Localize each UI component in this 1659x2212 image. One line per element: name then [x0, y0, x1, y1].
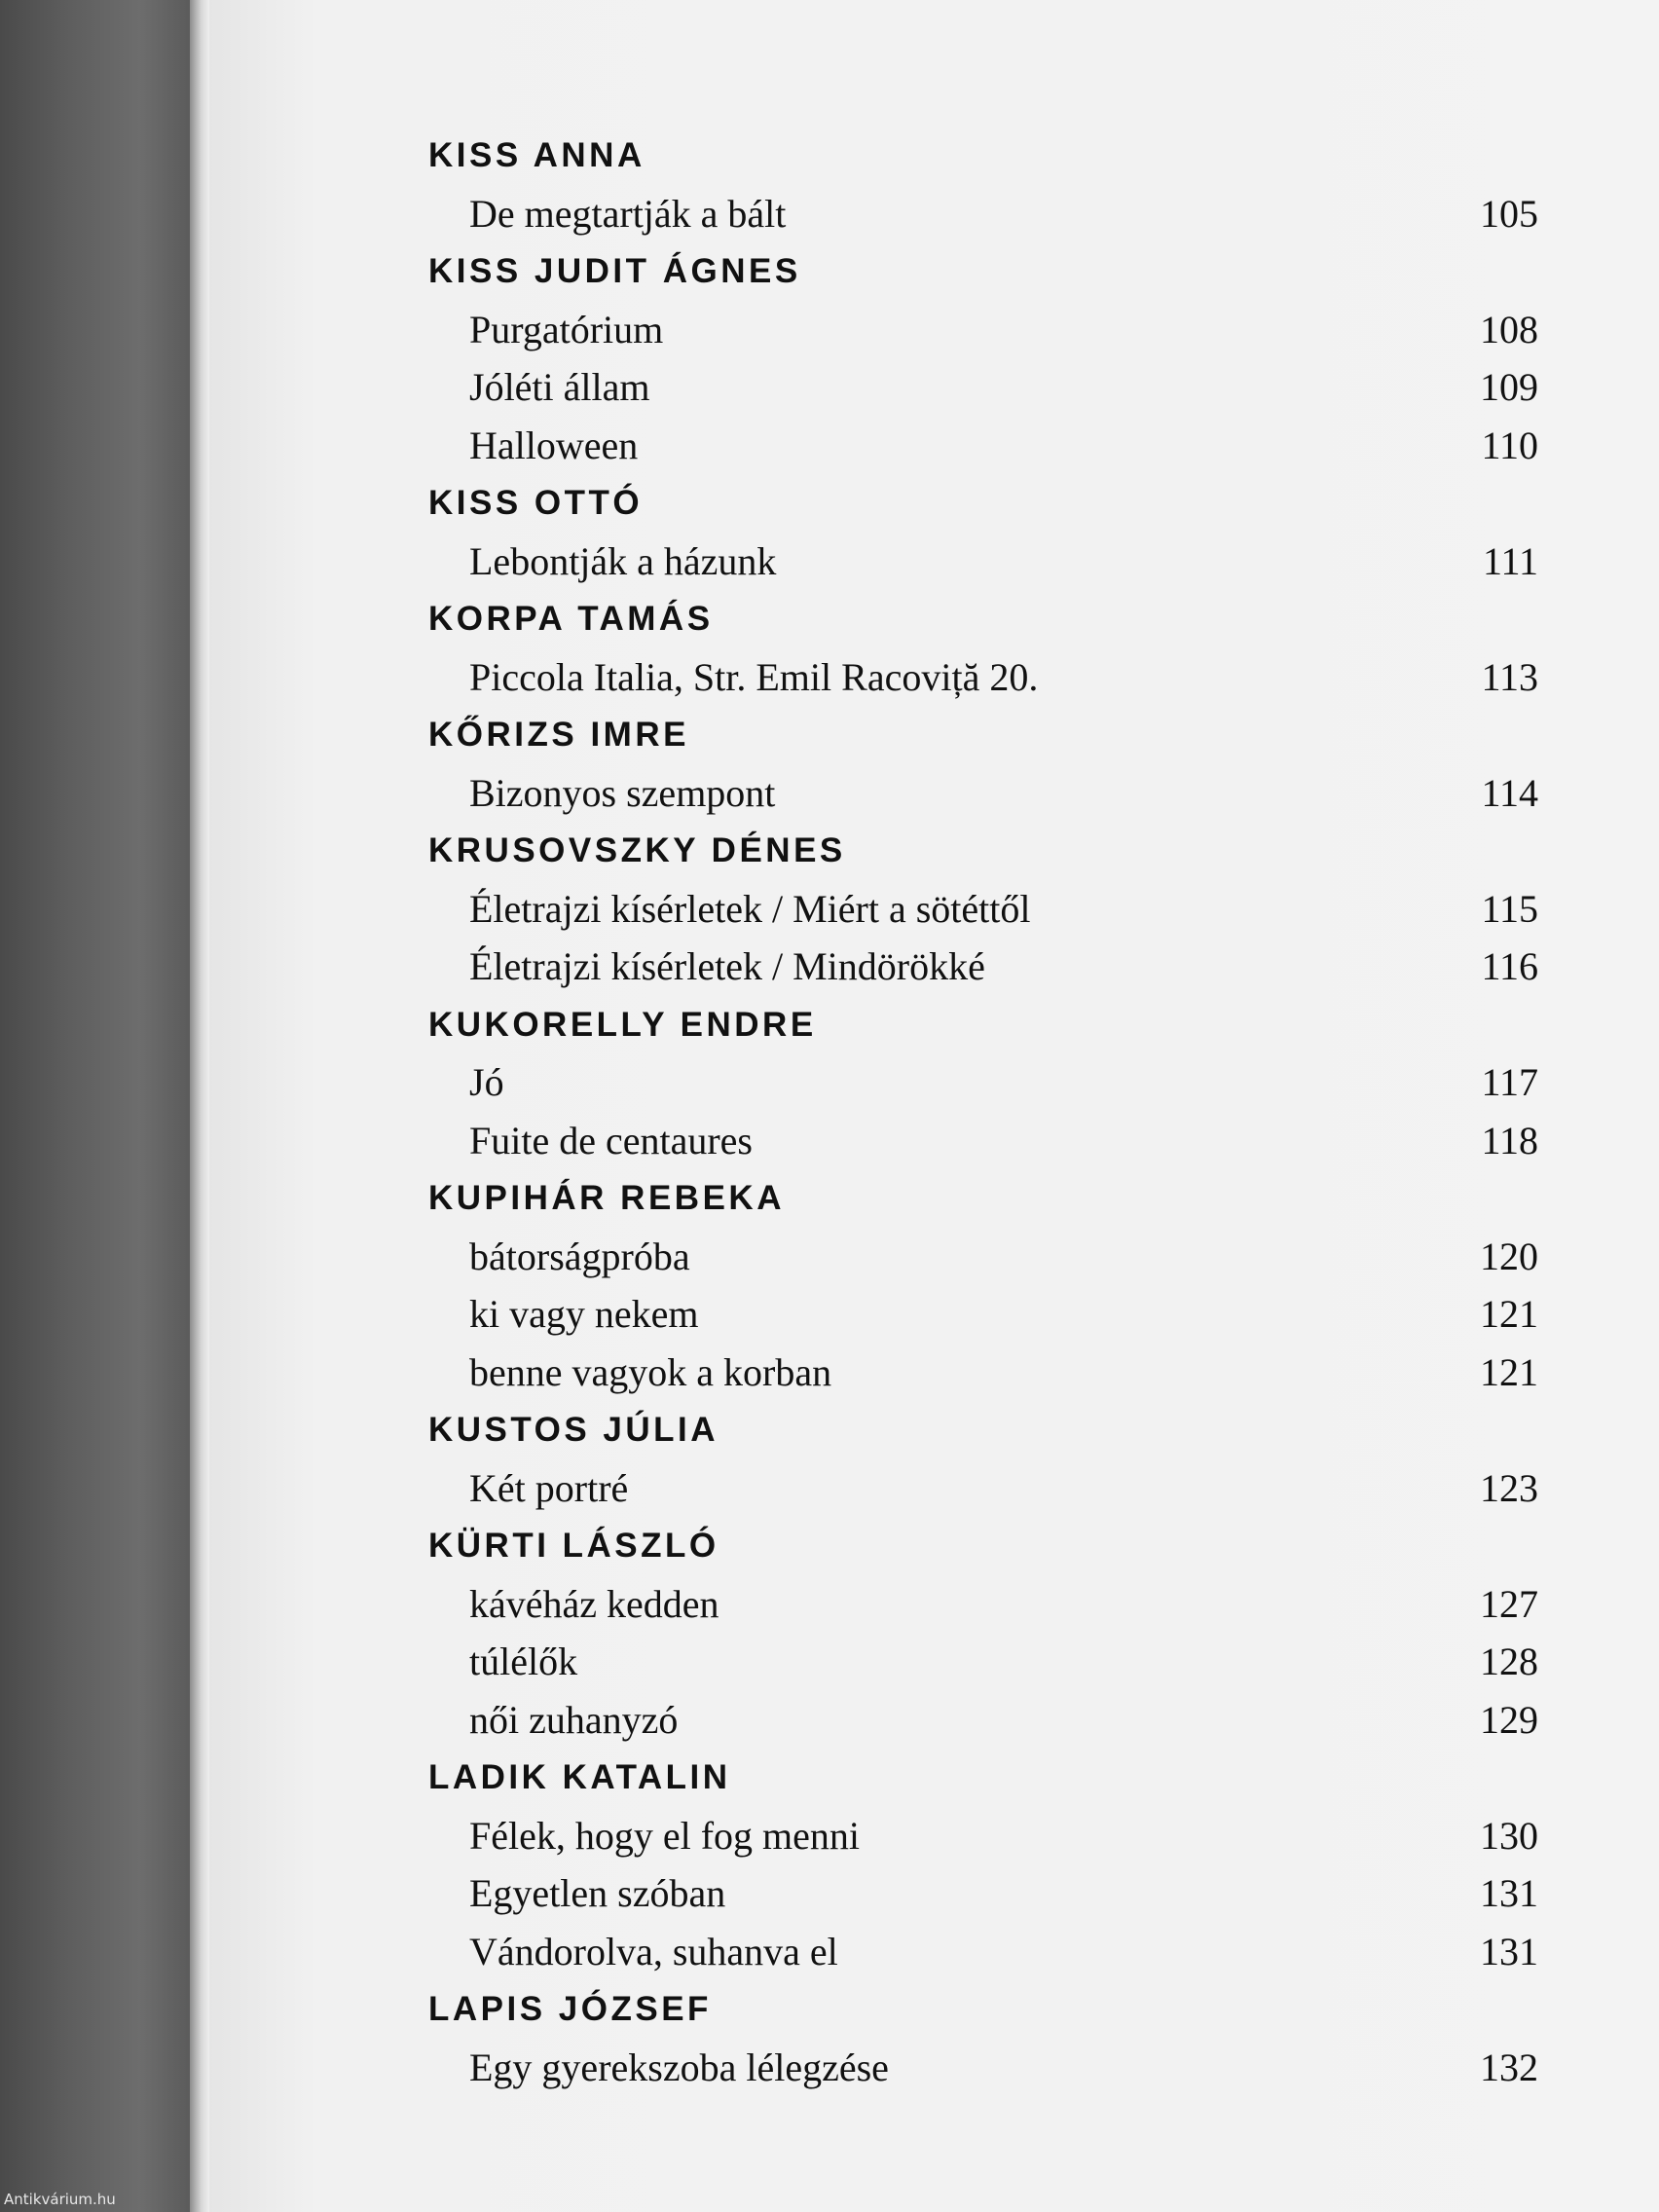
toc-entry-title: Életrajzi kísérletek / Mindörökké	[469, 944, 985, 988]
toc-author: LAPIS JÓZSEF	[428, 1990, 712, 2028]
toc-author: KŐRIZS IMRE	[428, 716, 689, 754]
toc-entry	[428, 1864, 1538, 1923]
toc-entry-page-number: 121	[1480, 1349, 1538, 1394]
toc-entry-page-number: 111	[1482, 538, 1538, 583]
table-of-contents	[428, 127, 1538, 2096]
toc-entry-title: Bizonyos szempont	[469, 770, 776, 815]
toc-entry-title: Fuite de centaures	[469, 1118, 753, 1162]
toc-author: KRUSOVSZKY DÉNES	[428, 831, 846, 869]
toc-entry-title: Félek, hogy el fog menni	[469, 1813, 861, 1858]
toc-entry-title: benne vagyok a korban	[469, 1349, 832, 1394]
toc-entry-page-number: 109	[1480, 365, 1538, 409]
toc-entry	[428, 1691, 1538, 1750]
toc-entry-title: bátorságpróba	[469, 1234, 690, 1278]
toc-entry-title: túlélők	[469, 1640, 578, 1683]
page-edge-shadow	[190, 0, 209, 2212]
toc-author: KUPIHÁR REBEKA	[428, 1179, 785, 1217]
toc-entry	[428, 358, 1538, 417]
toc-entry-title: Egyetlen szóban	[469, 1871, 726, 1915]
toc-entry	[428, 1112, 1538, 1170]
toc-entry	[428, 1923, 1538, 1981]
toc-entry	[428, 1228, 1538, 1286]
toc-entry-title: De megtartják a bált	[469, 191, 787, 236]
toc-entry	[428, 764, 1538, 823]
toc-entry	[428, 1633, 1538, 1691]
toc-entry	[428, 301, 1538, 359]
toc-entry-page-number: 116	[1481, 944, 1538, 988]
toc-entry	[428, 1575, 1538, 1634]
toc-entry-page-number: 132	[1480, 2045, 1538, 2089]
toc-entry-page-number: 110	[1481, 423, 1538, 467]
toc-entry-page-number: 115	[1481, 886, 1538, 931]
toc-entry-page-number: 131	[1480, 1871, 1538, 1915]
toc-entry-title: Purgatórium	[469, 307, 664, 351]
toc-entry-title: Jóléti állam	[469, 365, 650, 409]
toc-entry-page-number: 117	[1481, 1060, 1538, 1104]
toc-entry-title: Két portré	[469, 1465, 629, 1510]
toc-entry	[428, 533, 1538, 591]
toc-entry-page-number: 129	[1480, 1697, 1538, 1742]
toc-entry	[428, 880, 1538, 939]
toc-entry-title: Vándorolva, suhanva el	[469, 1929, 838, 1973]
toc-entry-page-number: 128	[1480, 1640, 1538, 1683]
toc-entry	[428, 1459, 1538, 1518]
toc-entry-title: Egy gyerekszoba lélegzése	[469, 2045, 889, 2089]
toc-entry	[428, 648, 1538, 707]
toc-entry	[428, 938, 1538, 996]
toc-entry-title: Halloween	[469, 423, 639, 467]
toc-entry-page-number: 105	[1480, 191, 1538, 236]
toc-entry-page-number: 114	[1481, 770, 1538, 815]
toc-author: KUSTOS JÚLIA	[428, 1411, 719, 1449]
toc-entry	[428, 1053, 1538, 1112]
toc-author: KÜRTI LÁSZLÓ	[428, 1527, 719, 1565]
toc-entry-title: Jó	[469, 1060, 504, 1104]
toc-entry	[428, 185, 1538, 243]
toc-entry-page-number: 127	[1480, 1581, 1538, 1626]
toc-entry-page-number: 131	[1480, 1929, 1538, 1973]
toc-entry-title: női zuhanyzó	[469, 1697, 679, 1742]
toc-entry	[428, 417, 1538, 475]
toc-entry-page-number: 121	[1480, 1292, 1538, 1336]
toc-entry-title: Piccola Italia, Str. Emil Racoviță 20.	[469, 654, 1039, 699]
toc-entry-title: Életrajzi kísérletek / Miért a sötéttől	[469, 886, 1031, 931]
toc-entry-page-number: 123	[1480, 1465, 1538, 1510]
toc-entry-page-number: 113	[1481, 654, 1538, 699]
toc-author: KUKORELLY ENDRE	[428, 1005, 817, 1044]
toc-author: LADIK KATALIN	[428, 1758, 731, 1796]
book-binding	[0, 0, 200, 2212]
toc-entry	[428, 1807, 1538, 1865]
toc-entry	[428, 2039, 1538, 2097]
toc-author: KORPA TAMÁS	[428, 600, 714, 638]
toc-author: KISS ANNA	[428, 136, 645, 174]
toc-entry-title: Lebontják a házunk	[469, 538, 777, 583]
toc-entry	[428, 1344, 1538, 1402]
toc-entry-page-number: 120	[1480, 1234, 1538, 1278]
toc-entry-title: ki vagy nekem	[469, 1292, 699, 1336]
toc-author: KISS OTTÓ	[428, 484, 644, 522]
toc-entry-page-number: 118	[1481, 1118, 1538, 1162]
toc-entry-title: kávéház kedden	[469, 1581, 719, 1626]
toc-entry-page-number: 130	[1480, 1813, 1538, 1858]
toc-entry	[428, 1285, 1538, 1344]
toc-entry-page-number: 108	[1480, 307, 1538, 351]
watermark: Antikvárium.hu	[4, 2191, 116, 2208]
toc-author: KISS JUDIT ÁGNES	[428, 252, 801, 290]
